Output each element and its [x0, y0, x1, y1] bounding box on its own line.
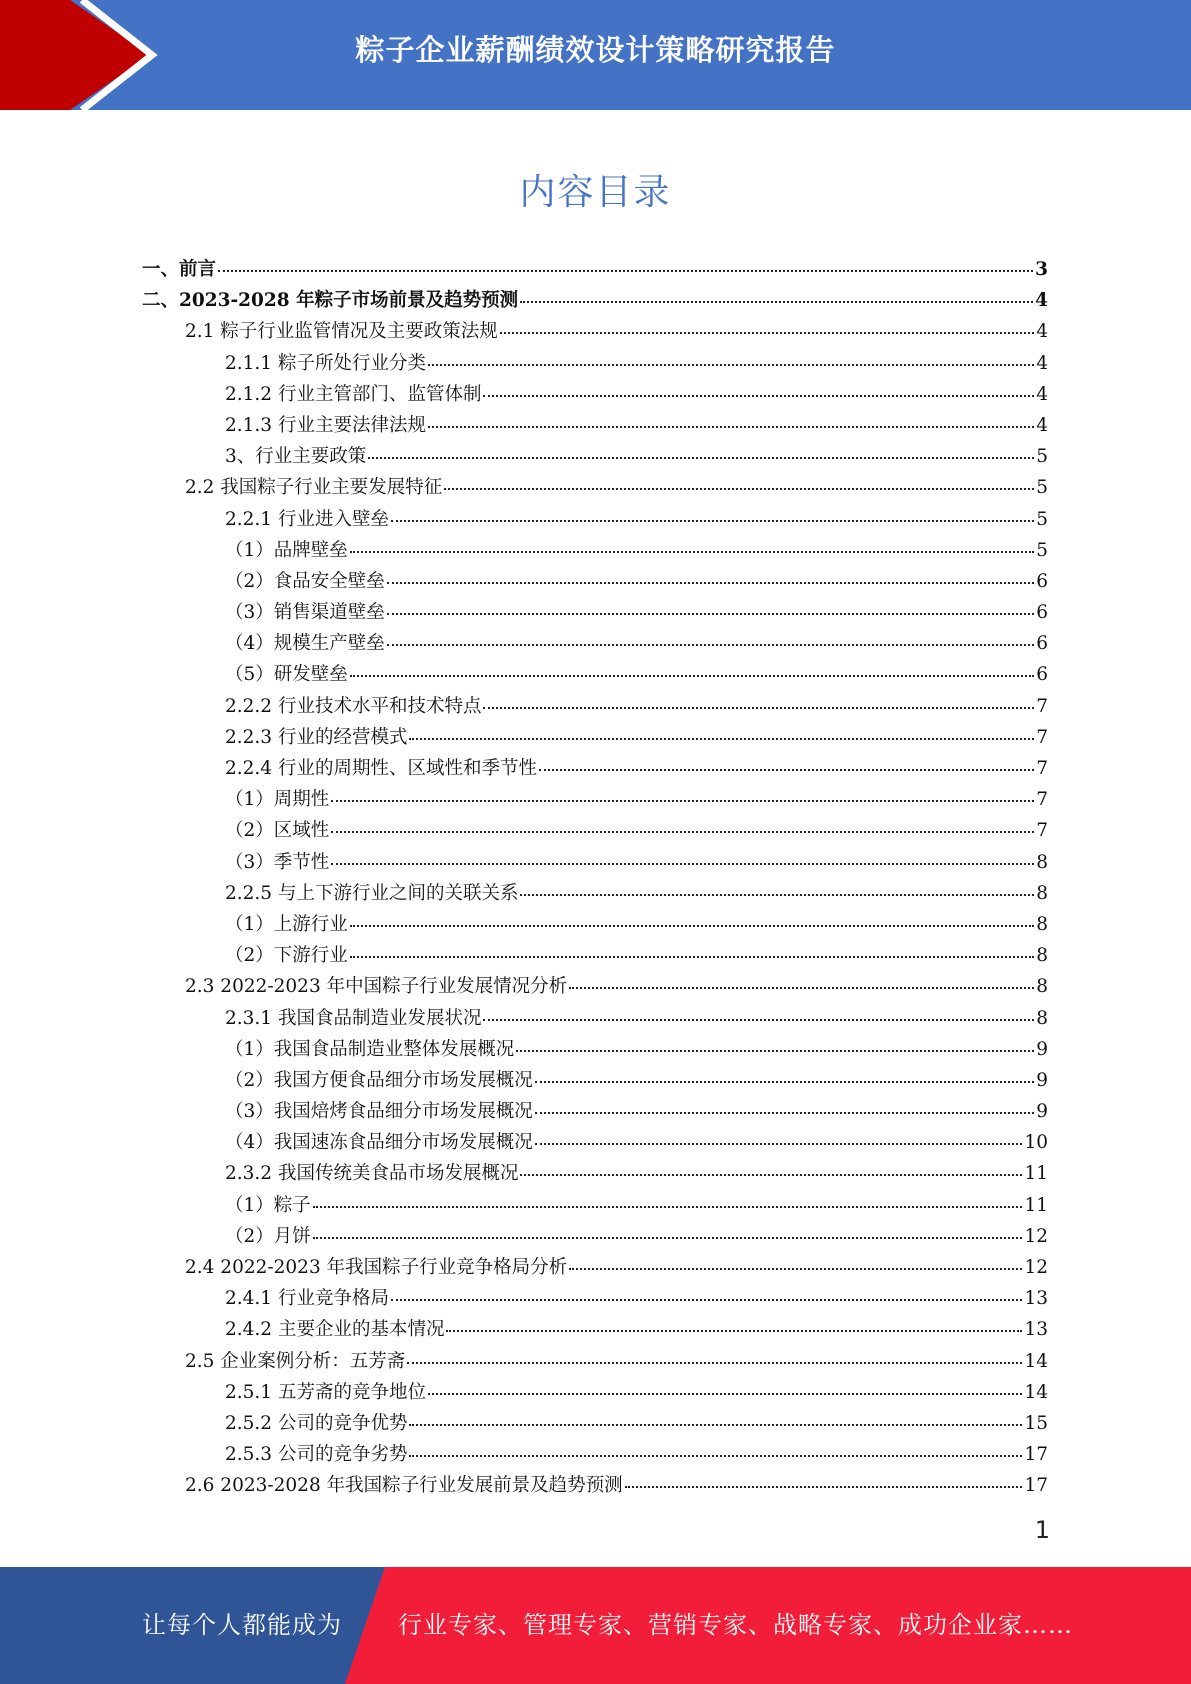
toc-entry-page: 8: [1036, 882, 1048, 904]
toc-dot-leader: [391, 1299, 1022, 1301]
toc-entry[interactable]: [142, 815, 1048, 846]
toc-entry-label: 2.2 我国粽子行业主要发展特征: [185, 477, 443, 499]
toc-entry[interactable]: [142, 1190, 1048, 1221]
toc-entry-page: 12: [1024, 1225, 1048, 1247]
toc-entry-page: 6: [1036, 570, 1048, 592]
toc-dot-leader: [428, 1393, 1022, 1395]
report-title: 粽子企业薪酬绩效设计策略研究报告: [355, 33, 836, 67]
toc-entry[interactable]: [142, 1034, 1048, 1065]
toc-entry-label: （1）周期性: [225, 789, 330, 811]
toc-dot-leader: [428, 364, 1034, 366]
toc-dot-leader: [500, 332, 1034, 334]
toc-entry-label: 2.3.1 我国食品制造业发展状况: [225, 1007, 482, 1029]
toc-entry[interactable]: [142, 535, 1048, 566]
toc-entry-page: 4: [1035, 290, 1048, 312]
toc-entry-label: 2.2.2 行业技术水平和技术特点: [225, 695, 482, 717]
toc-dot-leader: [446, 1330, 1022, 1332]
toc-entry-page: 5: [1036, 477, 1048, 499]
toc-dot-leader: [409, 1424, 1022, 1426]
toc-entry[interactable]: [142, 628, 1048, 659]
toc-entry-label: 2.5 企业案例分析：五芳斋: [185, 1350, 406, 1372]
toc-entry-page: 13: [1024, 1319, 1048, 1341]
toc-dot-leader: [331, 863, 1034, 865]
page-number: 1: [1034, 1516, 1050, 1544]
toc-entry-page: 7: [1036, 758, 1048, 779]
toc-entry-page: 8: [1036, 976, 1048, 998]
toc-dot-leader: [569, 1268, 1022, 1270]
toc-entry[interactable]: [142, 472, 1048, 503]
toc-dot-leader: [483, 395, 1034, 397]
toc-entry-label: 2.5.3 公司的竞争劣势: [225, 1444, 408, 1466]
toc-entry-label: 2.4.1 行业竞争格局: [225, 1288, 389, 1310]
toc-entry-page: 14: [1024, 1350, 1048, 1372]
toc-entry-label: （1）品牌壁垒: [225, 539, 348, 561]
toc-entry-label: （2）食品安全壁垒: [225, 570, 385, 592]
toc-entry[interactable]: [142, 753, 1048, 784]
toc-entry-page: 9: [1036, 1069, 1048, 1091]
toc-entry-page: 6: [1036, 602, 1048, 624]
toc-dot-leader: [428, 426, 1034, 428]
toc-entry[interactable]: [142, 1470, 1048, 1501]
toc-entry-label: （2）区域性: [225, 820, 330, 842]
toc-entry[interactable]: [142, 1314, 1048, 1345]
toc-entry[interactable]: [142, 659, 1048, 690]
toc-entry-label: （1）粽子: [225, 1194, 311, 1216]
toc-dot-leader: [483, 1019, 1034, 1021]
toc-entry-page: 8: [1036, 945, 1048, 967]
toc-entry-page: 8: [1036, 913, 1048, 935]
toc-entry[interactable]: [142, 784, 1048, 815]
toc-entry-page: 17: [1024, 1475, 1048, 1497]
toc-entry-page: 8: [1036, 1007, 1048, 1029]
toc-dot-leader: [350, 925, 1034, 927]
toc-entry-label: 2.2.3 行业的经营模式: [225, 726, 408, 748]
toc-entry-page: 17: [1024, 1444, 1048, 1466]
toc-dot-leader: [313, 1206, 1023, 1208]
toc-entry-page: 7: [1036, 695, 1048, 717]
toc-entry-label: 2.1.3 行业主要法律法规: [225, 414, 426, 436]
toc-entry[interactable]: [142, 1127, 1048, 1158]
toc-dot-leader: [350, 675, 1034, 677]
toc-entry-page: 7: [1036, 789, 1048, 811]
toc-dot-leader: [444, 488, 1034, 490]
toc-entry-label: （2）我国方便食品细分市场发展概况: [225, 1069, 533, 1091]
toc-entry[interactable]: [142, 441, 1048, 472]
toc-entry[interactable]: [142, 1408, 1048, 1439]
toc-entry-page: 14: [1024, 1381, 1048, 1403]
toc-entry[interactable]: [142, 1252, 1048, 1283]
toc-entry-page: 4: [1036, 321, 1048, 343]
toc-dot-leader: [350, 551, 1034, 553]
toc-entry[interactable]: [142, 1158, 1048, 1189]
toc-dot-leader: [387, 582, 1034, 584]
toc-heading: 内容目录: [519, 172, 672, 213]
toc-entry[interactable]: [142, 1065, 1048, 1096]
toc-entry-page: 7: [1036, 726, 1048, 748]
toc-entry-label: 2.3.2 我国传统美食品市场发展概况: [225, 1163, 519, 1185]
toc-entry-page: 4: [1036, 352, 1048, 374]
toc-entry-label: 2.6 2023-2028 年我国粽子行业发展前景及趋势预测: [185, 1475, 623, 1497]
toc-entry[interactable]: [142, 940, 1048, 971]
toc-entry-label: 2.4 2022-2023 年我国粽子行业竞争格局分析: [185, 1257, 568, 1278]
toc-entry[interactable]: [142, 1221, 1048, 1252]
toc-entry[interactable]: [142, 410, 1048, 441]
toc-dot-leader: [625, 1486, 1023, 1488]
toc-dot-leader: [331, 831, 1034, 833]
toc-entry-page: 7: [1036, 820, 1048, 842]
toc-entry[interactable]: [142, 1346, 1048, 1377]
table-of-contents: [142, 254, 1048, 1502]
toc-dot-leader: [409, 738, 1034, 740]
toc-entry[interactable]: [142, 847, 1048, 878]
toc-entry-label: 2.3 2022-2023 年中国粽子行业发展情况分析: [185, 976, 568, 998]
toc-entry-label: 2.5.2 公司的竞争优势: [225, 1412, 408, 1434]
toc-entry-label: （4）我国速冻食品细分市场发展概况: [225, 1132, 533, 1154]
toc-entry-label: 2.5.1 五芳斋的竞争地位: [225, 1381, 426, 1403]
toc-dot-leader: [535, 1081, 1034, 1083]
toc-dot-leader: [368, 457, 1034, 459]
toc-dot-leader: [520, 894, 1034, 896]
toc-entry-label: 2.1 粽子行业监管情况及主要政策法规: [185, 321, 498, 343]
toc-entry-page: 9: [1036, 1101, 1048, 1123]
toc-entry-page: 11: [1024, 1194, 1048, 1216]
toc-entry-page: 5: [1036, 446, 1048, 468]
toc-entry-label: （1）上游行业: [225, 913, 348, 935]
toc-entry[interactable]: [142, 316, 1048, 347]
toc-entry[interactable]: [142, 691, 1048, 722]
toc-entry[interactable]: [142, 504, 1048, 535]
toc-entry[interactable]: [142, 1283, 1048, 1314]
toc-entry-label: 2.1.2 行业主管部门、监管体制: [225, 383, 482, 405]
toc-dot-leader: [539, 769, 1034, 771]
toc-entry-page: 6: [1036, 664, 1048, 686]
toc-entry-page: 5: [1036, 508, 1048, 530]
toc-entry-page: 11: [1024, 1163, 1048, 1185]
toc-entry[interactable]: [142, 285, 1048, 316]
toc-entry-label: （4）规模生产壁垒: [225, 633, 385, 655]
toc-dot-leader: [483, 707, 1034, 709]
toc-entry-page: 5: [1036, 539, 1048, 561]
toc-dot-leader: [387, 613, 1034, 615]
toc-entry[interactable]: [142, 1377, 1048, 1408]
footer-slogan-left: 让每个人都能成为: [142, 1611, 342, 1639]
toc-entry[interactable]: [142, 597, 1048, 628]
toc-dot-leader: [331, 800, 1034, 802]
toc-dot-leader: [350, 956, 1034, 958]
toc-dot-leader: [535, 1112, 1034, 1114]
toc-entry-page: 8: [1036, 851, 1048, 873]
toc-dot-leader: [387, 644, 1034, 646]
toc-entry[interactable]: [142, 1003, 1048, 1034]
toc-entry-page: 13: [1024, 1288, 1048, 1310]
toc-dot-leader: [313, 1237, 1023, 1239]
toc-entry[interactable]: [142, 1096, 1048, 1127]
toc-entry[interactable]: [142, 878, 1048, 909]
page-header: [0, 0, 1191, 110]
toc-dot-leader: [409, 1455, 1022, 1457]
toc-entry-label: 2.2.4 行业的周期性、区域性和季节性: [225, 758, 537, 779]
toc-dot-leader: [535, 1143, 1023, 1145]
toc-entry-label: 2.2.5 与上下游行业之间的关联关系: [225, 882, 519, 904]
toc-entry-page: 15: [1024, 1412, 1048, 1434]
toc-entry[interactable]: [142, 348, 1048, 379]
toc-entry-page: 3: [1035, 259, 1048, 280]
toc-entry-label: 一、前言: [142, 259, 217, 280]
toc-entry-page: 4: [1036, 383, 1048, 405]
toc-dot-leader: [407, 1362, 1022, 1364]
toc-entry-label: （3）销售渠道壁垒: [225, 602, 385, 624]
toc-entry[interactable]: [142, 254, 1048, 285]
toc-dot-leader: [520, 301, 1033, 303]
toc-entry-label: 2.1.1 粽子所处行业分类: [225, 352, 426, 374]
toc-entry-label: 2.4.2 主要企业的基本情况: [225, 1319, 445, 1341]
toc-entry-page: 10: [1024, 1132, 1048, 1154]
toc-entry-label: 3、行业主要政策: [225, 446, 367, 468]
toc-entry-label: 2.2.1 行业进入壁垒: [225, 508, 389, 530]
toc-entry-page: 6: [1036, 633, 1048, 655]
toc-entry-label: （1）我国食品制造业整体发展概况: [225, 1038, 515, 1060]
toc-entry[interactable]: [142, 971, 1048, 1002]
toc-entry-page: 4: [1036, 414, 1048, 436]
toc-entry-label: 二、2023-2028 年粽子市场前景及趋势预测: [142, 290, 519, 312]
toc-entry-label: （2）下游行业: [225, 945, 348, 967]
toc-entry-label: （3）季节性: [225, 851, 330, 873]
toc-dot-leader: [391, 520, 1034, 522]
toc-entry[interactable]: [142, 379, 1048, 410]
toc-entry-page: 9: [1036, 1038, 1048, 1060]
toc-dot-leader: [218, 270, 1033, 272]
toc-entry[interactable]: [142, 1439, 1048, 1470]
toc-entry[interactable]: [142, 566, 1048, 597]
toc-dot-leader: [569, 987, 1034, 989]
toc-entry[interactable]: [142, 722, 1048, 753]
toc-entry-label: （2）月饼: [225, 1225, 311, 1247]
toc-entry-label: （5）研发壁垒: [225, 664, 348, 686]
toc-dot-leader: [516, 1050, 1034, 1052]
page-footer: [0, 1567, 1191, 1684]
toc-entry-page: 12: [1024, 1257, 1048, 1278]
footer-slogan-right: 行业专家、管理专家、营销专家、战略专家、成功企业家……: [398, 1611, 1073, 1639]
toc-dot-leader: [520, 1174, 1022, 1176]
toc-entry[interactable]: [142, 909, 1048, 940]
toc-entry-label: （3）我国焙烤食品细分市场发展概况: [225, 1101, 533, 1123]
